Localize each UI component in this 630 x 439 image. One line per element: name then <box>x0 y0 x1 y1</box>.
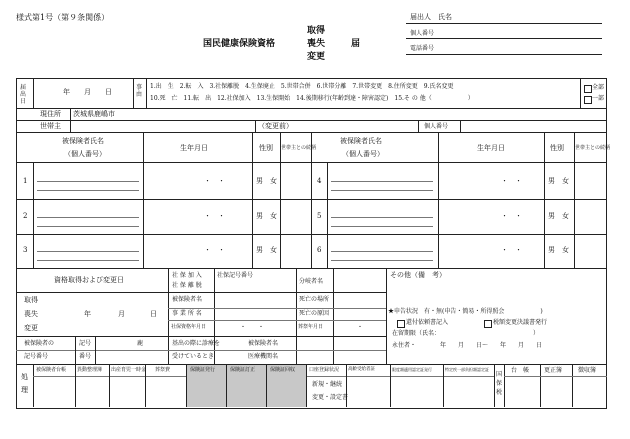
before-change-label: （変更前） <box>258 122 293 130</box>
reasons-line-1[interactable]: 1.出 生 2.転 入 3.社保離脱 4.生保廃止 5.世帯合併 6.世帯分離 7.世帯変更 8.住所変更 9.氏名変更 <box>150 83 454 90</box>
sex-header-right: 性別 <box>550 144 564 152</box>
action-acquire: 取得 <box>307 26 326 36</box>
qualification-dates-label: 社保資格年月日 <box>171 324 207 330</box>
address-value[interactable]: 茨城県鹿嶋市 <box>73 110 115 118</box>
form-title: 国民健康保険資格 <box>203 39 276 49</box>
process-label: 処理 <box>21 373 28 394</box>
medical-line-2: 受けているとき <box>172 353 215 360</box>
death-date-label: 葬祭年月日 <box>298 324 324 330</box>
member-3-birth[interactable]: ・ ・ <box>204 246 225 254</box>
month-label: 月 <box>118 310 125 318</box>
member-6-birth[interactable]: ・ ・ <box>501 246 522 254</box>
death-cause-label: 死亡の原因 <box>299 310 330 317</box>
filing-date-label: 届出日 <box>20 84 27 105</box>
member-1-sex[interactable]: 男 女 <box>256 177 277 185</box>
permanent-resident-period[interactable]: 年 月 日～ 年 月 日 <box>440 342 543 349</box>
proc-col-8: 口座登録状況 <box>309 367 340 373</box>
member-6-sex[interactable]: 男 女 <box>548 246 569 254</box>
code-number-label: 記号番号 <box>24 353 49 360</box>
relation-header-left: 世帯主との続柄 <box>281 145 317 151</box>
member-name-header-left: 被保険者氏名 <box>62 137 104 145</box>
relation-header-right: 世帯主との続柄 <box>575 145 611 151</box>
part-label: 一部 <box>592 95 605 102</box>
all-checkbox[interactable] <box>584 85 592 93</box>
filing-date-value[interactable]: 年 月 日 <box>63 88 112 96</box>
member-4-no: 4 <box>317 177 322 185</box>
code-label: 記号 <box>79 340 92 347</box>
member-5-sex[interactable]: 男 女 <box>548 212 569 220</box>
tax-change-label: 税額変更決議書発行 <box>493 319 548 326</box>
form-number: 様式第1号（第９条関係） <box>16 13 110 22</box>
refund-label: 還付依頼書記入 <box>406 319 449 326</box>
social-symbol-label: 社保記号番号 <box>217 272 254 279</box>
insurance-tax-label: 国保税 <box>496 371 503 396</box>
employer-label: 事 業 所 名 <box>172 310 202 317</box>
proc-col-11: 特定疾一部負担額認定証 <box>445 367 489 372</box>
member-pnum-header-right: （個人番号） <box>342 150 384 158</box>
kashima-label: 鹿 <box>137 340 144 347</box>
member-pnum-header-left: （個人番号） <box>64 150 106 158</box>
permanent-resident-label: 永住者・ <box>392 342 417 349</box>
proc-col-1: 被保険者台帳 <box>36 367 67 373</box>
birth-header-right: 生年月日 <box>477 144 505 152</box>
insured-name2-label: 被保険者名 <box>248 340 279 347</box>
qualification-date-label: 資格取得および変更日 <box>54 276 124 284</box>
part-checkbox[interactable] <box>584 96 592 104</box>
birth-header-left: 生年月日 <box>180 144 208 152</box>
member-6-no: 6 <box>317 246 322 254</box>
proc-col-2: 異動整理簿 <box>77 367 103 373</box>
insured-name-label: 被保険者名 <box>172 296 203 303</box>
correction-label: 更正簿 <box>544 367 563 374</box>
all-label: 全部 <box>592 84 605 91</box>
medical-line-1: 基出の際に診療を <box>172 340 221 347</box>
social-insured-leave: 社 保 離 脱 <box>172 282 202 289</box>
reason-label: 事由 <box>136 84 143 98</box>
sex-header-left: 性別 <box>259 144 273 152</box>
change-set-label: 変更・設定書 <box>312 394 349 401</box>
residence-period[interactable]: 在留期限（氏名： ） <box>392 330 540 337</box>
day-label: 日 <box>150 310 157 318</box>
acquire-label: 取得 <box>24 296 38 304</box>
action-loss: 喪失 <box>307 39 326 49</box>
householder-label: 世帯主 <box>40 122 61 130</box>
medical-org-label: 医療機関名 <box>248 353 279 360</box>
member-2-birth[interactable]: ・ ・ <box>204 212 225 220</box>
member-3-no: 3 <box>23 246 28 254</box>
proc-col-4: 葬祭費 <box>155 367 171 373</box>
ledger-label: 台 帳 <box>511 367 530 374</box>
death-date-value[interactable]: ・ <box>357 324 364 331</box>
address-label: 現住所 <box>40 110 61 118</box>
member-5-birth[interactable]: ・ ・ <box>501 212 522 220</box>
proc-col-3: 出産育児一時金 <box>111 367 147 373</box>
member-1-birth[interactable]: ・ ・ <box>204 177 225 185</box>
member-2-no: 2 <box>23 212 28 220</box>
todoke-label: 届 <box>351 39 361 49</box>
member-name-header-right: 被保険者氏名 <box>340 137 382 145</box>
change-label: 変更 <box>24 324 38 332</box>
action-change: 変更 <box>307 52 326 62</box>
branch-label: 分岐者名 <box>299 278 324 285</box>
householder-personal-number-label: 個人番号 <box>424 123 449 130</box>
collection-label: 徴収簿 <box>578 367 597 374</box>
proc-col-9: 高齢受給者証 <box>348 367 375 372</box>
proc-col-6: 保険証訂正 <box>230 367 256 373</box>
number-label: 番号 <box>79 353 92 360</box>
proc-col-5: 保険証発行 <box>190 367 216 373</box>
applicant-phone-label: 電話番号 <box>410 45 435 52</box>
reasons-line-2[interactable]: 10.死 亡 11.転 出 12.社保加入 13.生保開始 14.後期移行(年齢到達・障害認定) 15.そ の 他（ ） <box>150 95 474 102</box>
memo-label: その他（備 考） <box>390 271 446 279</box>
applicant-personal-number-line[interactable] <box>406 38 602 39</box>
social-insured-join: 社 保 加 入 <box>172 272 202 279</box>
loss-label: 喪失 <box>24 310 38 318</box>
applicant-personal-number-label: 個人番号 <box>410 30 435 37</box>
proc-col-10: 限度額適用認定証発行 <box>392 367 432 372</box>
year-label: 年 <box>84 310 91 318</box>
member-5-no: 5 <box>317 212 322 220</box>
proc-col-7: 保険証回収 <box>270 367 296 373</box>
member-4-sex[interactable]: 男 女 <box>548 177 569 185</box>
applicant-phone-line[interactable] <box>406 54 602 55</box>
declaration-line-1[interactable]: ★申告状況 有・無(申告・簡易・所得照会 ) <box>388 308 543 315</box>
insured-label: 被保険者の <box>24 340 55 347</box>
tax-change-checkbox[interactable] <box>484 320 492 328</box>
applicant-name-line[interactable] <box>406 23 602 24</box>
member-2-sex[interactable]: 男 女 <box>256 212 277 220</box>
death-place-label: 死亡の場所 <box>299 296 330 303</box>
applicant-name-label: 届出人 氏名 <box>410 13 452 21</box>
member-1-no: 1 <box>23 177 28 185</box>
refund-checkbox[interactable] <box>397 320 405 328</box>
new-continue-label: 新規・継続 <box>312 381 343 388</box>
member-4-birth[interactable]: ・ ・ <box>501 177 522 185</box>
member-3-sex[interactable]: 男 女 <box>256 246 277 254</box>
qualification-dates-value[interactable]: ・ ・ <box>240 324 265 331</box>
